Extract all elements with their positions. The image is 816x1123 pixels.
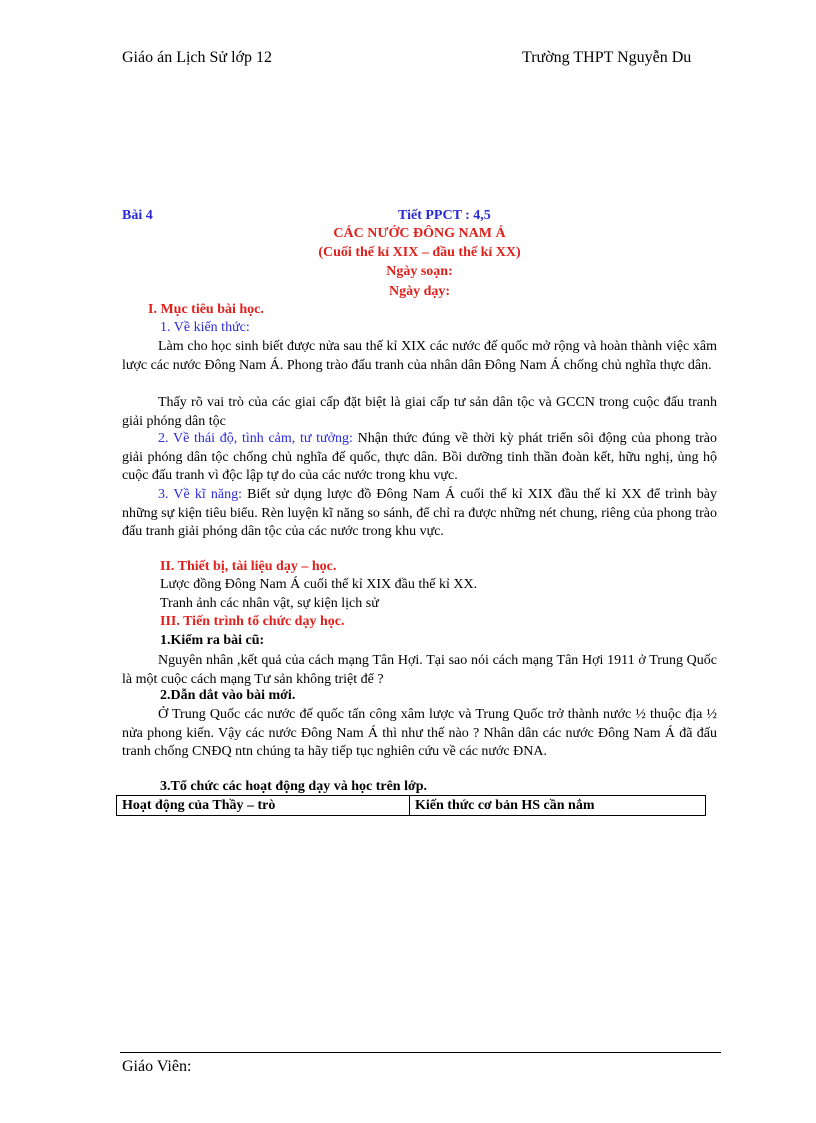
footer-teacher: Giáo Viên:	[122, 1058, 192, 1075]
intro-heading: 2.Dẫn dắt vào bài mới.	[160, 688, 296, 703]
intro-text: Ở Trung Quốc các nước đế quốc tấn công xâm lược và Trung Quốc trở thành nước ½ thuộc địa ½ nửa phong kiến. Vậy các nước Đông Nam Á thì như thế nào ? Nhân dân các nước Đông Nam Á đã đấu tranh chống CNĐQ ntn chúng ta hãy tiếp tục nghiên cứu về các nước ĐNA.	[122, 707, 717, 759]
section2-heading: II. Thiết bị, tài liệu dạy – học.	[160, 559, 337, 574]
attitude-heading: 2. Về thái độ, tình cảm, tư tưởng:	[158, 431, 353, 446]
lesson-title: CÁC NƯỚC ĐÔNG NAM Á	[333, 226, 506, 241]
skills-paragraph	[122, 486, 717, 542]
section1-heading: I. Mục tiêu bài học.	[148, 302, 264, 317]
equipment-item-1: Lược đồng Đông Nam Á cuối thế kỉ XIX đầu thế kỉ XX.	[160, 577, 478, 592]
skills-heading: 3. Về kĩ năng:	[158, 487, 243, 502]
activities-heading: 3.Tổ chức các hoạt động dạy và học trên lớp.	[160, 779, 427, 794]
header-subject: Giáo án Lịch Sử lớp 12	[122, 49, 272, 66]
check-text: Nguyên nhân ,kết quả của cách mạng Tân Hợi. Tại sao nói cách mạng Tân Hợi 1911 ở Trung Quốc là một cuộc cách mạng Tư sản không triệt để ?	[122, 653, 717, 687]
prep-date: Ngày soạn:	[386, 264, 453, 279]
table-header-row	[117, 796, 706, 816]
section3-heading: III. Tiến trình tổ chức dạy học.	[160, 614, 345, 629]
knowledge-paragraph-1: Làm cho học sinh biết được nửa sau thế kỉ XIX các nước đế quốc mở rộng và hoàn thành việc xâm lược các nước Đông Nam Á. Phong trào đấu tranh của nhân dân Đông Nam Á chống chủ nghĩa thực dân.	[122, 339, 717, 373]
table-header-cell: Hoạt động của Thầy – trò	[117, 796, 410, 816]
skills-text: Biết sử dụng lược đồ Đông Nam Á cuối thế kỉ XIX đầu thế kỉ XX để trình bày những sự kiện tiêu biểu. Rèn luyện kĩ năng so sánh, để chỉ ra được những nét chung, riêng của phong trào đấu tranh giải phóng dân tộc của các nước trong khu vực.	[122, 487, 717, 539]
lesson-period: Tiết PPCT : 4,5	[398, 208, 491, 223]
equipment-item-2: Tranh ảnh các nhân vật, sự kiện lịch sử	[160, 596, 379, 611]
knowledge-paragraph-2: Thấy rõ vai trò của các giai cấp đặt biệt là giai cấp tư sản dân tộc và GCCN trong cuộc đấu tranh giải phóng dân tộc	[122, 395, 717, 429]
activities-table	[116, 795, 706, 816]
lesson-label: Bài 4	[122, 208, 153, 223]
header-school: Trường THPT Nguyễn Du	[522, 49, 692, 66]
footer-divider	[120, 1052, 721, 1053]
attitude-paragraph	[122, 430, 717, 486]
check-heading: 1.Kiểm ra bài cũ:	[160, 633, 265, 648]
teach-date: Ngày dạy:	[388, 284, 451, 299]
table-header-cell: Kiến thức cơ bản HS cần nắm	[410, 796, 706, 816]
knowledge-heading: 1. Về kiến thức:	[160, 320, 250, 335]
lesson-subtitle: (Cuối thế kỉ XIX – đầu thế kỉ XX)	[318, 245, 521, 260]
attitude-text: Nhận thức đúng về thời kỳ phát triển sôi động của phong trào giải phóng dân tộc chống chủ nghĩa đế quốc, thực dân. Bồi dưỡng tinh thần đoàn kết, hữu nghị, ủng hộ cuộc đấu tranh vì độc lập tự do của các nước trong khu vực.	[122, 431, 717, 483]
